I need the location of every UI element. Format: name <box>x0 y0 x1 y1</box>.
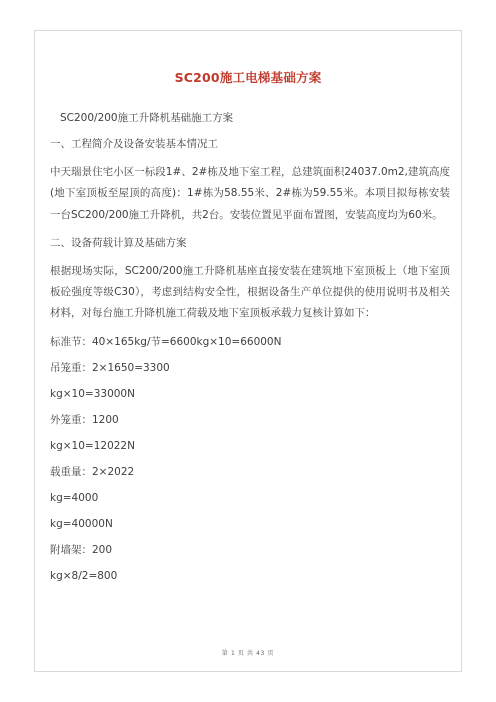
paragraph-section-1-heading: 一、工程简介及设备安装基本情况工 <box>50 138 218 150</box>
paragraph-section-2-heading: 二、设备荷载计算及基础方案 <box>50 236 187 249</box>
paragraph-wall-attachment: 附墙架：200 <box>50 543 113 556</box>
paragraph-subtitle: SC200/200施工升降机基础施工方案 <box>60 112 234 124</box>
paragraph-wall-attachment-value: kg×8/2=800 <box>50 569 118 582</box>
page-footer: 第 1 页 共 43 页 <box>221 650 275 657</box>
document-body <box>50 110 450 594</box>
paragraph-cage-weight: 吊笼重：2×1650=3300 <box>50 361 170 374</box>
document-title: SC200施工电梯基础方案 <box>174 70 322 85</box>
paragraph-cage-weight-value: kg×10=33000N <box>50 387 135 400</box>
paragraph-project-overview: 中天瑞景住宅小区一标段1#、2#栋及地下室工程，总建筑面积24037.0m2,建筑高度(地下室顶板至屋顶的高度)：1#栋为58.55米、2#栋为59.55米。本项目拟每栋安装一台SC200/200施工升降机，共2台。安装位置见平面布置图，安装高度均为60米。 <box>50 166 450 221</box>
paragraph-load-capacity: 载重量：2×2022 <box>50 465 135 478</box>
paragraph-outer-cage-weight: 外笼重：1200 <box>50 413 119 426</box>
paragraph-load-capacity-kg: kg=4000 <box>50 491 99 504</box>
paragraph-load-basis: 根据现场实际，SC200/200施工升降机基座直接安装在建筑地下室顶板上（地下室顶板砼强度等级C30），考虑到结构安全性，根据设备生产单位提供的使用说明书及相关材料，对每台施工升降机施工荷载及地下室顶板承载力复核计算如下： <box>50 264 450 320</box>
paragraph-outer-cage-weight-value: kg×10=12022N <box>50 439 135 452</box>
paragraph-load-capacity-n: kg=40000N <box>50 517 113 530</box>
paragraph-standard-section: 标准节：40×165kg/节=6600kg×10=66000N <box>50 335 282 348</box>
